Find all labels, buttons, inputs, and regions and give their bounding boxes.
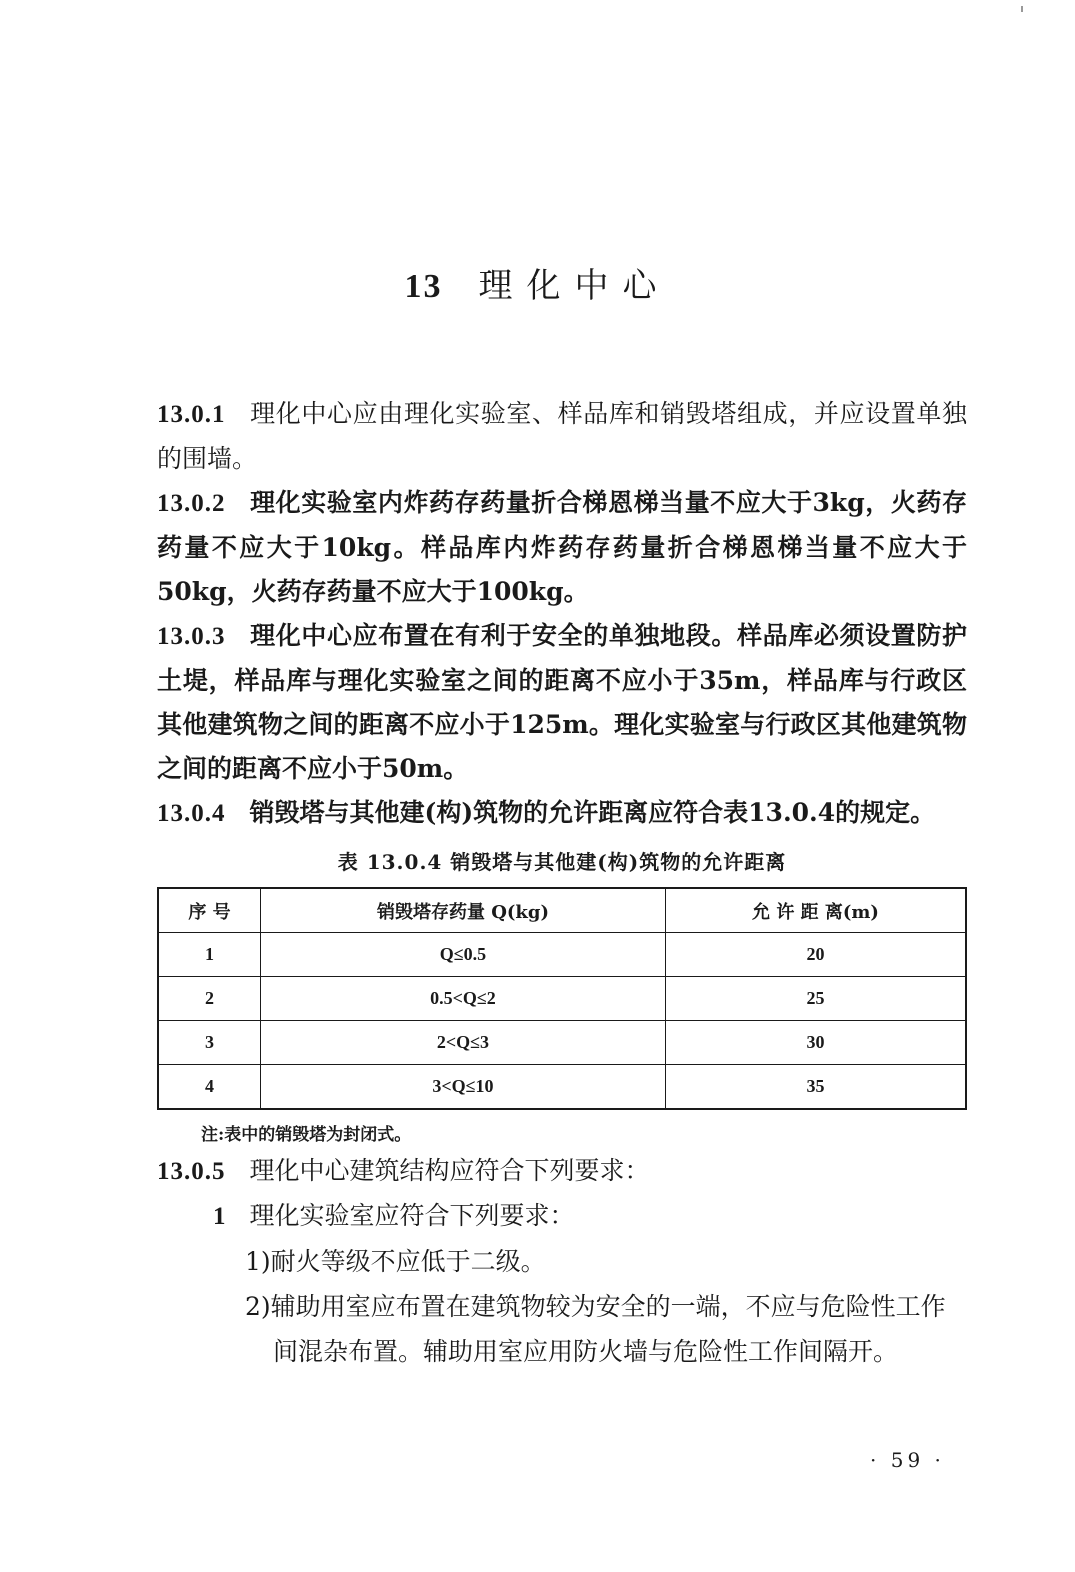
chapter-name: 理化中心: [478, 266, 671, 306]
table-row: [158, 933, 966, 977]
cell-quantity: 3<Q≤10: [260, 1065, 665, 1110]
table-row: [158, 1065, 966, 1110]
cell-index: 1: [158, 933, 260, 977]
page-number: · 59 ·: [870, 1448, 945, 1472]
page-content: [157, 392, 967, 1374]
clause-text: 理化中心建筑结构应符合下列要求：: [249, 1156, 650, 1185]
cell-distance: 30: [665, 1021, 966, 1065]
header-index: 序 号: [158, 888, 260, 933]
clause-13-0-2: [157, 481, 967, 614]
table-row: [158, 977, 966, 1021]
cell-distance: 20: [665, 933, 966, 977]
cell-index: 2: [158, 977, 260, 1021]
cell-quantity: 2<Q≤3: [260, 1021, 665, 1065]
clause-13-0-5: [157, 1149, 967, 1194]
cell-quantity: 0.5<Q≤2: [260, 977, 665, 1021]
clause-text: 理化中心应由理化实验室、样品库和销毁塔组成，并应设置单独的围墙。: [157, 399, 967, 473]
sub-item-2: 2)辅助用室应布置在建筑物较为安全的一端，不应与危险性工作间混杂布置。辅助用室应用防火墙与危险性工作间隔开。: [245, 1292, 946, 1366]
sub-item-1: 1)耐火等级不应低于二级。: [245, 1247, 546, 1276]
cell-index: 3: [158, 1021, 260, 1065]
requirement-item-1: [157, 1194, 967, 1239]
header-distance: 允 许 距 离(m): [665, 888, 966, 933]
chapter-title: [0, 258, 1075, 307]
distance-table: [157, 887, 967, 1110]
item-text: 理化实验室应符合下列要求：: [249, 1201, 575, 1230]
chapter-number: 13: [404, 268, 443, 305]
clause-text: 理化实验室内炸药存药量折合梯恩梯当量不应大于3kg，火药存药量不应大于10kg。样品库内炸药存药量折合梯恩梯当量不应大于50kg，火药存药量不应大于100kg。: [157, 488, 967, 606]
clause-13-0-4: [157, 791, 967, 836]
cell-distance: 25: [665, 977, 966, 1021]
corner-mark: [1021, 6, 1023, 12]
clause-text: 理化中心应布置在有利于安全的单独地段。样品库必须设置防护土堤，样品库与理化实验室之间的距离不应小于35m，样品库与行政区其他建筑物之间的距离不应小于125m。理化实验室与行政区其他建筑物之间的距离不应小于50m。: [157, 621, 967, 783]
table-row: [158, 1021, 966, 1065]
clause-number: 13.0.2: [157, 490, 226, 517]
table-header-row: [158, 888, 966, 933]
header-quantity: 销毁塔存药量 Q(kg): [260, 888, 665, 933]
table-title: 表 13.0.4 销毁塔与其他建(构)筑物的允许距离: [337, 850, 787, 874]
clause-13-0-3: [157, 614, 967, 791]
clause-number: 13.0.3: [157, 623, 226, 650]
clause-number: 13.0.1: [157, 401, 226, 428]
clause-text: 销毁塔与其他建(构)筑物的允许距离应符合表13.0.4的规定。: [249, 798, 936, 827]
cell-quantity: Q≤0.5: [260, 933, 665, 977]
cell-index: 4: [158, 1065, 260, 1110]
clause-number: 13.0.4: [157, 800, 226, 827]
cell-distance: 35: [665, 1065, 966, 1110]
table-note: 注:表中的销毁塔为封闭式。: [201, 1125, 412, 1145]
item-number: 1: [213, 1203, 226, 1230]
clause-13-0-1: [157, 392, 967, 481]
clause-number: 13.0.5: [157, 1158, 226, 1185]
